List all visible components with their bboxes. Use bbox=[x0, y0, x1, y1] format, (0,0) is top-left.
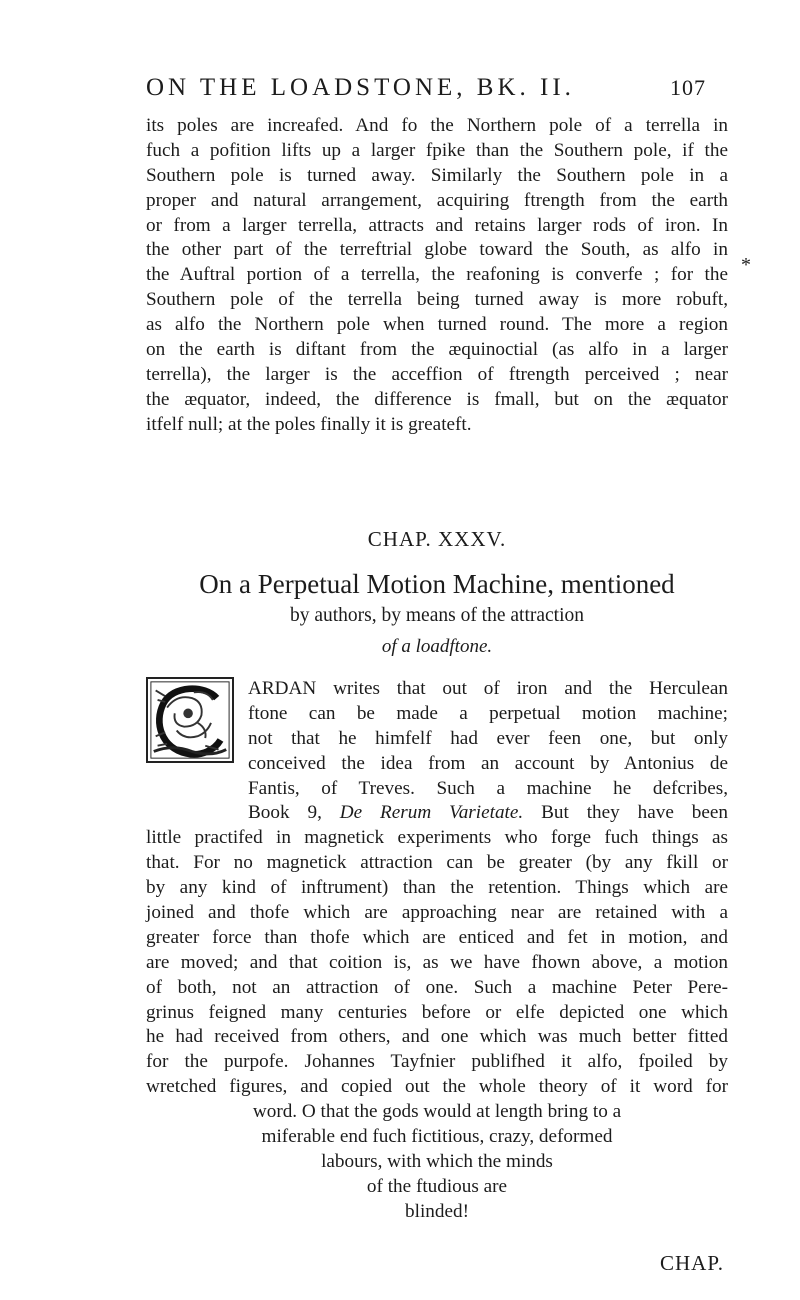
book-prefix: Book 9, bbox=[248, 802, 340, 824]
book-reference-line bbox=[146, 801, 728, 826]
book-title: De Rerum Varietate. bbox=[339, 802, 524, 824]
running-head bbox=[146, 74, 706, 102]
book-suffix: But they have been bbox=[523, 802, 728, 824]
chapter-title: On a Perpetual Motion Machine, mentioned bbox=[199, 569, 675, 599]
text-line: Fantis, of Treves. Such a machine he defcribes, bbox=[248, 777, 728, 799]
running-title: ON THE LOADSTONE, BK. II. bbox=[146, 74, 575, 101]
text-line: joined and thofe which are approaching near are retained with a bbox=[146, 902, 728, 924]
text-line: ARDAN writes that out of iron and the Herculean bbox=[248, 678, 728, 699]
text-line: Southern pole of the terrella being turned away is more robuft, bbox=[146, 289, 728, 311]
paragraph-1 bbox=[146, 114, 728, 438]
page-number: 107 bbox=[670, 75, 706, 100]
text-line: of the ftudious are bbox=[366, 1175, 508, 1197]
text-line: blinded! bbox=[405, 1200, 469, 1222]
text-line: as alfo the Northern pole when turned round. The more a region bbox=[146, 314, 728, 336]
text-line: proper and natural arrangement, acquiring ftrength from the earth bbox=[146, 189, 728, 211]
text-line: its poles are increafed. And fo the Northern pole of a terrella in bbox=[146, 115, 728, 136]
text-line: miferable end fuch fictitious, crazy, deformed bbox=[261, 1126, 613, 1148]
text-line: of both, not an attraction of one. Such a machine Peter Pere- bbox=[146, 976, 728, 998]
chapter-subtitle: by authors, by means of the attraction bbox=[289, 605, 585, 626]
text-line: little practifed in magnetick experiments who forge fuch things as bbox=[146, 827, 728, 849]
text-line: wretched figures, and copied out the whole theory of it word for bbox=[146, 1076, 728, 1098]
text-line: not that he himfelf had ever feen one, but only bbox=[248, 727, 728, 749]
text-line: greater force than thofe which are enticed and fet in motion, and bbox=[146, 926, 728, 948]
text-line: labours, with which the minds bbox=[321, 1150, 553, 1172]
text-line: the other part of the terreftrial globe toward the South, as alfo in bbox=[146, 239, 728, 261]
text-line: the Auftral portion of a terrella, the reafoning is converfe ; for the bbox=[146, 264, 728, 286]
chapter-subtitle-italic: of a loadftone. bbox=[381, 636, 493, 657]
text-line: for the purpofe. Johannes Tayfnier publifhed it alfo, fpoiled by bbox=[146, 1051, 728, 1073]
catchword: CHAP. bbox=[660, 1251, 724, 1275]
text-line: terrella), the larger is the acceffion of ftrength perceived ; near bbox=[146, 363, 728, 385]
text-line: by any kind of inftrument) than the retention. Things which are bbox=[146, 877, 728, 899]
chapter-number: CHAP. XXXV. bbox=[367, 527, 507, 551]
paragraph-2 bbox=[146, 677, 728, 1225]
text-line: itfelf null; at the poles finally it is greateft. bbox=[146, 413, 472, 435]
text-line: word. O that the gods would at length bring to a bbox=[252, 1101, 622, 1123]
text-line: grinus feigned many centuries before or elfe depicted one which bbox=[146, 1001, 728, 1023]
text-line: Southern pole is turned away. Similarly the Southern pole in a bbox=[146, 164, 728, 186]
text-line: he had received from others, and one which was much better fitted bbox=[146, 1026, 728, 1048]
text-line: conceived the idea from an account by Antonius de bbox=[248, 752, 728, 774]
text-line: fuch a pofition lifts up a larger fpike than the Southern pole, if the bbox=[146, 139, 728, 161]
text-line: that. For no magnetick attraction can be greater (by any fkill or bbox=[146, 852, 728, 874]
text-line: are moved; and that coition is, as we have fhown above, a motion bbox=[146, 951, 728, 973]
text-line: ftone can be made a perpetual motion machine; bbox=[248, 702, 728, 724]
text-line: or from a larger terrella, attracts and retains larger rods of iron. In bbox=[146, 214, 728, 236]
text-line: on the earth is diftant from the æquinoctial (as alfo in a larger bbox=[146, 339, 728, 361]
margin-mark: * bbox=[741, 254, 751, 276]
text-line: the æquator, indeed, the difference is fmall, but on the æquator bbox=[146, 388, 728, 410]
